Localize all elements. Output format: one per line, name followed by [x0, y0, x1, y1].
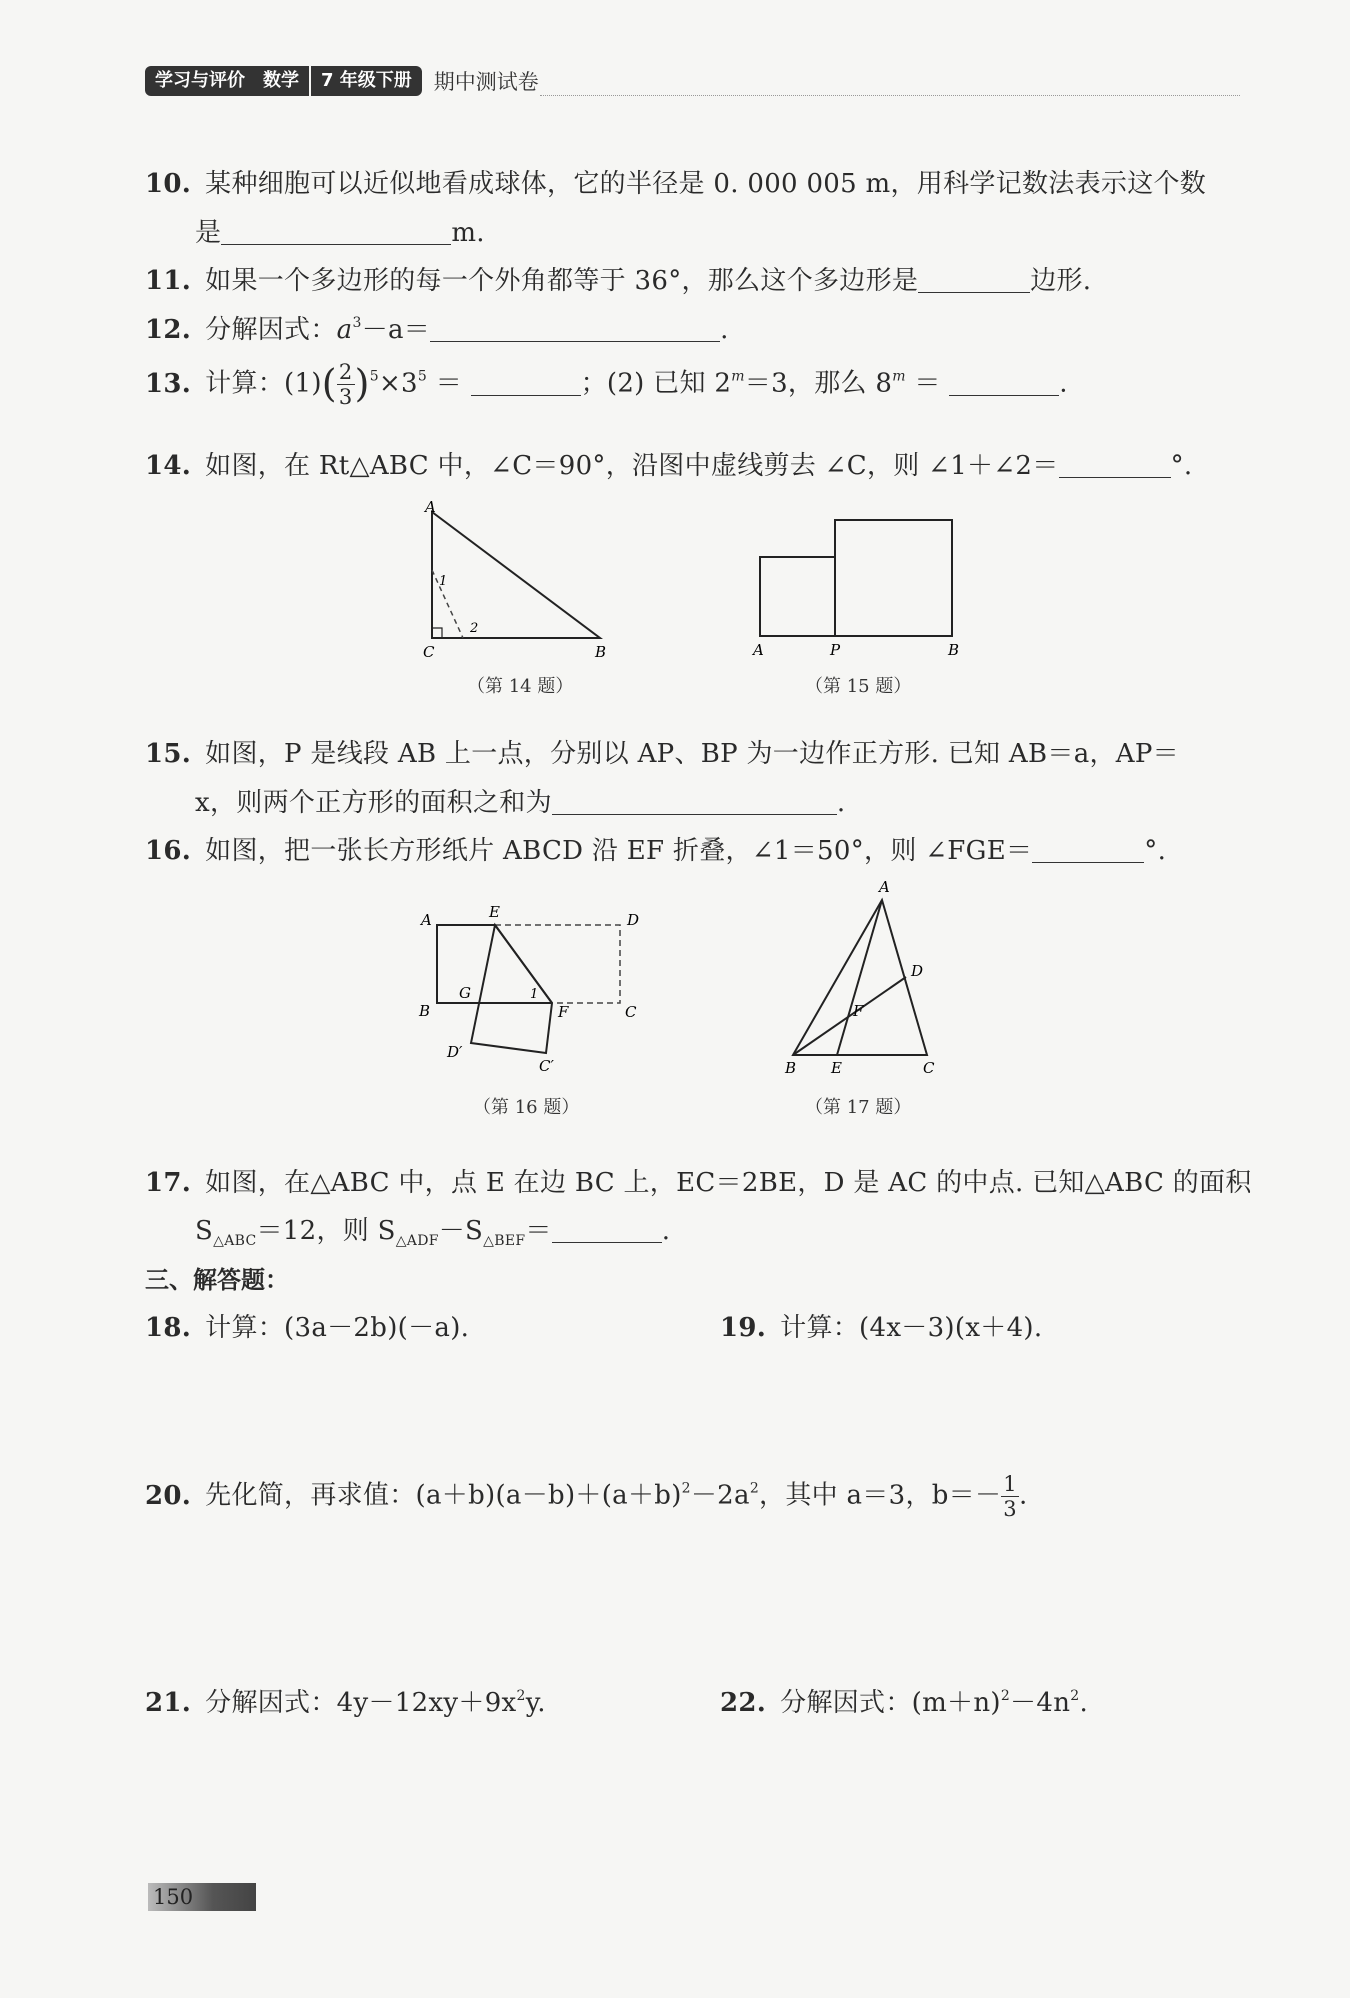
grade-tag: 7 年级下册 — [311, 66, 422, 96]
header-divider — [540, 95, 1240, 96]
label-E: E — [489, 903, 500, 921]
label-D-prime: D′ — [447, 1043, 463, 1061]
figure-15-caption: （第 15 题） — [805, 676, 912, 697]
label-B: B — [419, 1002, 431, 1020]
label-B: B — [595, 643, 607, 661]
answer-blank[interactable] — [552, 792, 837, 815]
figure-17 — [775, 870, 955, 1075]
answer-blank[interactable] — [552, 1220, 662, 1243]
figure-16-caption: （第 16 题） — [473, 1097, 580, 1118]
question-15: 15. 如图，P 是线段 AB 上一点，分别以 AP、BP 为一边作正方形. 已知 AB＝a，AP＝ — [145, 739, 1179, 769]
answer-blank[interactable] — [949, 373, 1059, 396]
question-18: 18. 计算：(3a－2b)(－a). — [145, 1313, 470, 1343]
question-12: 12. 分解因式：$a^3-a=$ . — [145, 315, 729, 345]
label-P: P — [830, 641, 841, 659]
question-17-line2: $S_{\triangle ABC}=12$，则 $S_{\triangle ADF}-S_{\triangle BEF}=$ . — [195, 1216, 671, 1249]
label-B: B — [785, 1059, 797, 1075]
label-F: F — [558, 1003, 569, 1021]
label-A: A — [753, 641, 764, 659]
label-A: A — [879, 878, 890, 896]
label-B: B — [948, 641, 960, 659]
angle-2-label: 2 — [470, 621, 479, 636]
figure-15 — [745, 510, 975, 660]
answer-blank[interactable] — [430, 319, 720, 342]
question-11: 11. 如果一个多边形的每一个外角都等于 36°，那么这个多边形是 边形. — [145, 266, 1092, 296]
question-22: 22. 分解因式：$(m+n)^2-4n^2$. — [720, 1688, 1089, 1718]
answer-blank[interactable] — [1032, 840, 1144, 863]
fraction: $\frac{1}{3}$ — [1003, 1472, 1017, 1522]
figure-16 — [415, 895, 655, 1080]
question-19: 19. 计算：(4x－3)(x＋4). — [720, 1313, 1043, 1343]
answer-blank[interactable] — [221, 222, 451, 245]
section-heading: 三、解答题： — [145, 1266, 289, 1294]
page-number: 150 — [148, 1883, 256, 1911]
question-10-line2: 是 m. — [195, 218, 485, 248]
label-F: F — [853, 1002, 864, 1020]
book-tag: 学习与评价 数学 — [145, 66, 309, 96]
exam-title: 期中测试卷 — [433, 70, 539, 94]
label-D: D — [627, 911, 640, 929]
fraction: $\frac{2}{3}$ — [338, 360, 353, 410]
question-14: 14. 如图，在 Rt△ABC 中，∠C＝90°，沿图中虚线剪去 ∠C，则 ∠1＋∠2＝ °. — [145, 451, 1193, 481]
question-20: 20. 先化简，再求值：$(a+b)(a-b)+(a+b)^2-2a^2$，其中 a＝3，b＝－ $\frac{1}{3}$ . — [145, 1472, 1028, 1522]
label-E: E — [831, 1059, 842, 1075]
question-10: 10. 某种细胞可以近似地看成球体，它的半径是 0. 000 005 m，用科学记数法表示这个数 — [145, 169, 1207, 199]
angle-1-label: 1 — [439, 574, 448, 589]
label-G: G — [459, 984, 471, 1002]
label-A: A — [421, 911, 432, 929]
page-header — [145, 66, 539, 96]
answer-blank[interactable] — [918, 270, 1030, 293]
question-13: 13. 计算：(1)( $\frac{2}{3}$ )$^5\times 3^5$ ＝ ；(2) 已知 $2^m=3$，那么 8$^m$ ＝ . — [145, 360, 1068, 410]
question-21: 21. 分解因式：$4y-12xy+9x^2y$. — [145, 1688, 546, 1718]
answer-blank[interactable] — [1059, 455, 1171, 478]
question-15-line2: x，则两个正方形的面积之和为 . — [195, 788, 846, 818]
label-C: C — [923, 1059, 935, 1075]
label-C: C — [423, 643, 435, 661]
question-17: 17. 如图，在△ABC 中，点 E 在边 BC 上，EC＝2BE，D 是 AC 的中点. 已知△ABC 的面积 — [145, 1168, 1252, 1198]
figure-17-caption: （第 17 题） — [805, 1097, 912, 1118]
angle-1-label: 1 — [530, 987, 539, 1002]
figure-14-caption: （第 14 题） — [467, 676, 574, 697]
figure-14 — [415, 500, 615, 665]
answer-blank[interactable] — [471, 373, 581, 396]
question-16: 16. 如图，把一张长方形纸片 ABCD 沿 EF 折叠，∠1＝50°，则 ∠FGE＝ °. — [145, 836, 1167, 866]
label-D: D — [911, 962, 924, 980]
label-C-prime: C′ — [539, 1057, 554, 1075]
label-A: A — [425, 500, 436, 516]
label-C: C — [625, 1003, 637, 1021]
